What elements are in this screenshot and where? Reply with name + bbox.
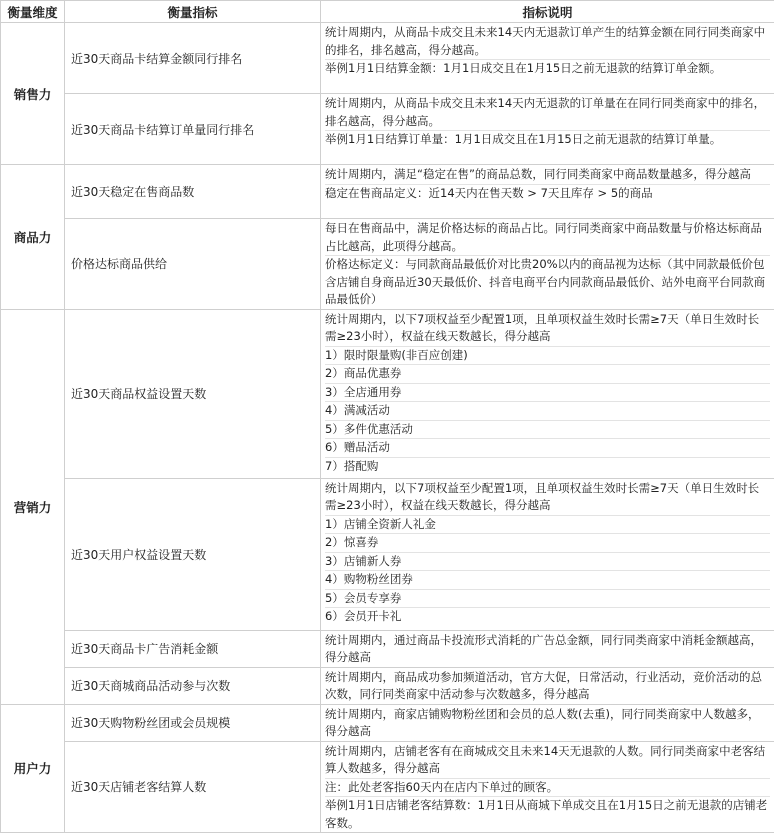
description-line: 4）购物粉丝团券 — [325, 571, 770, 590]
description-line: 举例1月1日结算金额：1月1日成交且在1月15日之前无退款的结算订单金额。 — [325, 60, 770, 78]
table-row — [1, 704, 774, 741]
metric-cell: 近30天商城商品活动参与次数 — [65, 667, 321, 704]
description-line: 2）惊喜券 — [325, 534, 770, 553]
description-line: 4）满减活动 — [325, 402, 770, 421]
description-line: 统计周期内，商品成功参加频道活动，官方大促，日常活动，行业活动，竞价活动的总次数，同行同类商家中活动参与次数越多，得分越高 — [325, 669, 770, 704]
description-cell — [321, 667, 774, 704]
description-line: 统计周期内，从商品卡成交且未来14天内无退款的订单量在在同行同类商家中的排名，排名越高，得分越高。 — [325, 95, 770, 131]
metric-cell: 近30天稳定在售商品数 — [65, 165, 321, 219]
description-cell — [321, 309, 774, 478]
metric-cell: 近30天商品卡结算订单量同行排名 — [65, 94, 321, 165]
table-row — [1, 667, 774, 704]
header-description: 指标说明 — [321, 1, 774, 23]
table-row — [1, 478, 774, 630]
metric-cell: 近30天用户权益设置天数 — [65, 478, 321, 630]
description-line: 5）多件优惠活动 — [325, 421, 770, 440]
header-row — [1, 1, 774, 23]
table-row — [1, 94, 774, 165]
dimension-cell-marketing: 营销力 — [1, 309, 65, 704]
description-line: 举例1月1日结算订单量：1月1日成交且在1月15日之前无退款的结算订单量。 — [325, 131, 770, 149]
dimension-cell-product: 商品力 — [1, 165, 65, 310]
description-cell — [321, 478, 774, 630]
dimension-cell-sales: 销售力 — [1, 23, 65, 165]
description-cell — [321, 23, 774, 94]
description-cell — [321, 630, 774, 667]
table-row — [1, 741, 774, 833]
metric-cell: 近30天商品卡结算金额同行排名 — [65, 23, 321, 94]
description-line: 统计周期内，以下7项权益至少配置1项，且单项权益生效时长需≥7天（单日生效时长需≥23小时），权益在线天数越长，得分越高 — [325, 480, 770, 516]
dimension-cell-user: 用户力 — [1, 704, 65, 833]
metric-cell: 价格达标商品供给 — [65, 219, 321, 310]
description-line: 6）赠品活动 — [325, 439, 770, 458]
table-row — [1, 23, 774, 94]
description-cell — [321, 165, 774, 219]
description-cell — [321, 704, 774, 741]
description-line: 2）商品优惠券 — [325, 365, 770, 384]
description-line: 5）会员专享券 — [325, 590, 770, 609]
description-line: 6）会员开卡礼 — [325, 608, 770, 626]
description-line: 3）店铺新人券 — [325, 553, 770, 572]
metric-cell: 近30天购物粉丝团或会员规模 — [65, 704, 321, 741]
table-row — [1, 165, 774, 219]
metric-cell: 近30天商品权益设置天数 — [65, 309, 321, 478]
description-line: 统计周期内，以下7项权益至少配置1项，且单项权益生效时长需≥7天（单日生效时长需≥23小时），权益在线天数越长，得分越高 — [325, 311, 770, 347]
description-line: 统计周期内，店铺老客有在商城成交且未来14天无退款的人数。同行同类商家中老客结算人数越多，得分越高 — [325, 743, 770, 779]
description-cell — [321, 219, 774, 310]
description-line: 统计周期内，通过商品卡投流形式消耗的广告总金额，同行同类商家中消耗金额越高，得分越高 — [325, 632, 770, 667]
table-row — [1, 309, 774, 478]
description-cell — [321, 741, 774, 833]
description-line: 注：此处老客指60天内在店内下单过的顾客。 — [325, 779, 770, 798]
header-dimension: 衡量维度 — [1, 1, 65, 23]
description-line: 1）限时限量购(非百应创建) — [325, 347, 770, 366]
description-line: 1）店铺全资新人礼金 — [325, 516, 770, 535]
description-line: 价格达标定义：与同款商品最低价对比贵20%以内的商品视为达标（其中同款最低价包含店铺自身商品近30天最低价、抖音电商平台内同款商品最低价、站外电商平台同款商品最低价） — [325, 256, 770, 309]
table-row — [1, 630, 774, 667]
description-line: 稳定在售商品定义：近14天内在售天数 > 7天且库存 > 5的商品 — [325, 185, 770, 203]
metric-cell: 近30天商品卡广告消耗金额 — [65, 630, 321, 667]
description-cell — [321, 94, 774, 165]
description-line: 举例1月1日店铺老客结算数：1月1日从商城下单成交且在1月15日之前无退款的店铺老客数。 — [325, 797, 770, 832]
description-line: 每日在售商品中，满足价格达标的商品占比。同行同类商家中商品数量与价格达标商品占比越高，此项得分越高。 — [325, 220, 770, 256]
description-line: 统计周期内，满足“稳定在售”的商品总数，同行同类商家中商品数量越多，得分越高 — [325, 166, 770, 185]
table-row — [1, 219, 774, 310]
header-metric: 衡量指标 — [65, 1, 321, 23]
description-line: 统计周期内，从商品卡成交且未来14天内无退款订单产生的结算金额在同行同类商家中的排名，排名越高，得分越高。 — [325, 24, 770, 60]
description-line: 统计周期内，商家店铺购物粉丝团和会员的总人数(去重)，同行同类商家中人数越多，得分越高 — [325, 706, 770, 741]
metric-cell: 近30天店铺老客结算人数 — [65, 741, 321, 833]
description-line: 3）全店通用券 — [325, 384, 770, 403]
description-line: 7）搭配购 — [325, 458, 770, 476]
